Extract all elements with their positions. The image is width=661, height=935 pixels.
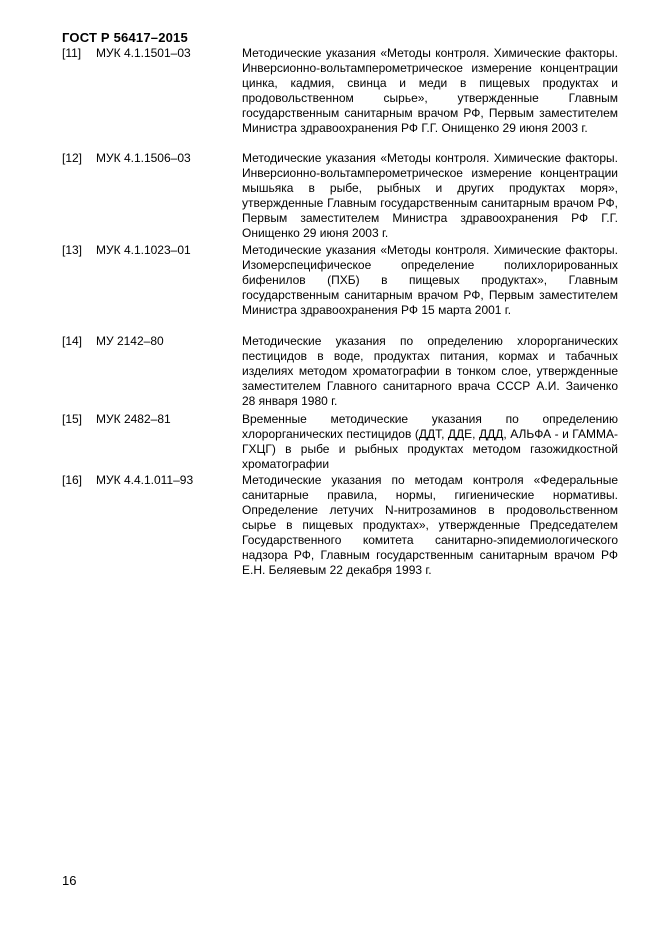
reference-text: Методические указания по методам контроля «Федеральные санитарные правила, нормы, гигиенические нормативы. Определение летучих N-нитрозаминов в продовольственном сырье в пищевых продуктах», утвержденные Председателем Государственного комитета санитарно-эпидемиологического надзора РФ, Главным государственным санитарным врачом РФ Е.Н. Беляевым 22 декабря 1993 г. [242, 473, 618, 577]
reference-number: [12] [62, 151, 83, 165]
references-list [62, 46, 618, 578]
document-header: ГОСТ Р 56417–2015 [62, 30, 188, 45]
reference-text: Методические указания «Методы контроля. Химические факторы. Инверсионно-вольтамперометрическое измерение концентрации цинка, кадмия, свинца и меди в пищевых продуктах и продовольственном сырье», утвержденные Главным государственным санитарным врачом РФ, Первым заместителем Министра здравоохранения РФ Г.Г. Онищенко 29 июня 2003 г. [242, 46, 618, 135]
reference-code: МУК 4.4.1.011–93 [96, 473, 194, 487]
reference-item [62, 151, 618, 243]
reference-number: [16] [62, 473, 83, 487]
reference-item [62, 412, 618, 473]
reference-number: [11] [62, 46, 82, 60]
reference-text: Методические указания по определению хлорорганических пестицидов в воде, продуктах питания, кормах и табачных изделиях методом хроматографии в тонком слое, утвержденные заместителем Главного санитарного врача СССР А.И. Заиченко 28 января 1980 г. [242, 334, 618, 408]
reference-text: Временные методические указания по определению хлорорганических пестицидов (ДДТ, ДДЕ, ДДД, АЛЬФА - и ГАММА-ГХЦГ) в рыбе и рыбных продуктах методом газожидкостной хроматографии [242, 412, 618, 471]
reference-code: МУК 2482–81 [96, 412, 171, 426]
reference-code: МУК 4.1.1506–03 [96, 151, 191, 165]
reference-code: МУК 4.1.1023–01 [96, 243, 191, 257]
reference-number: [14] [62, 334, 83, 348]
reference-code: МУ 2142–80 [96, 334, 164, 348]
reference-number: [15] [62, 412, 83, 426]
page-number: 16 [62, 873, 77, 888]
reference-code: МУК 4.1.1501–03 [96, 46, 191, 60]
reference-number: [13] [62, 243, 83, 257]
reference-item [62, 243, 618, 334]
reference-item [62, 46, 618, 151]
reference-text: Методические указания «Методы контроля. Химические факторы. Изомерспецифическое определение полихлорированных бифенилов (ПХБ) в пищевых продуктах», Главным государственным санитарным врачом РФ, Первым заместителем Министра здравоохранения РФ 15 марта 2001 г. [242, 243, 618, 317]
reference-item [62, 473, 618, 578]
reference-text: Методические указания «Методы контроля. Химические факторы. Инверсионно-вольтамперометрическое измерение концентрации мышьяка в рыбе, рыбных и других продуктах моря», утвержденные Главным государственным санитарным врачом РФ, Первым заместителем Министра здравоохранения РФ Г.Г. Онищенко 29 июня 2003 г. [242, 151, 618, 240]
reference-item [62, 334, 618, 412]
